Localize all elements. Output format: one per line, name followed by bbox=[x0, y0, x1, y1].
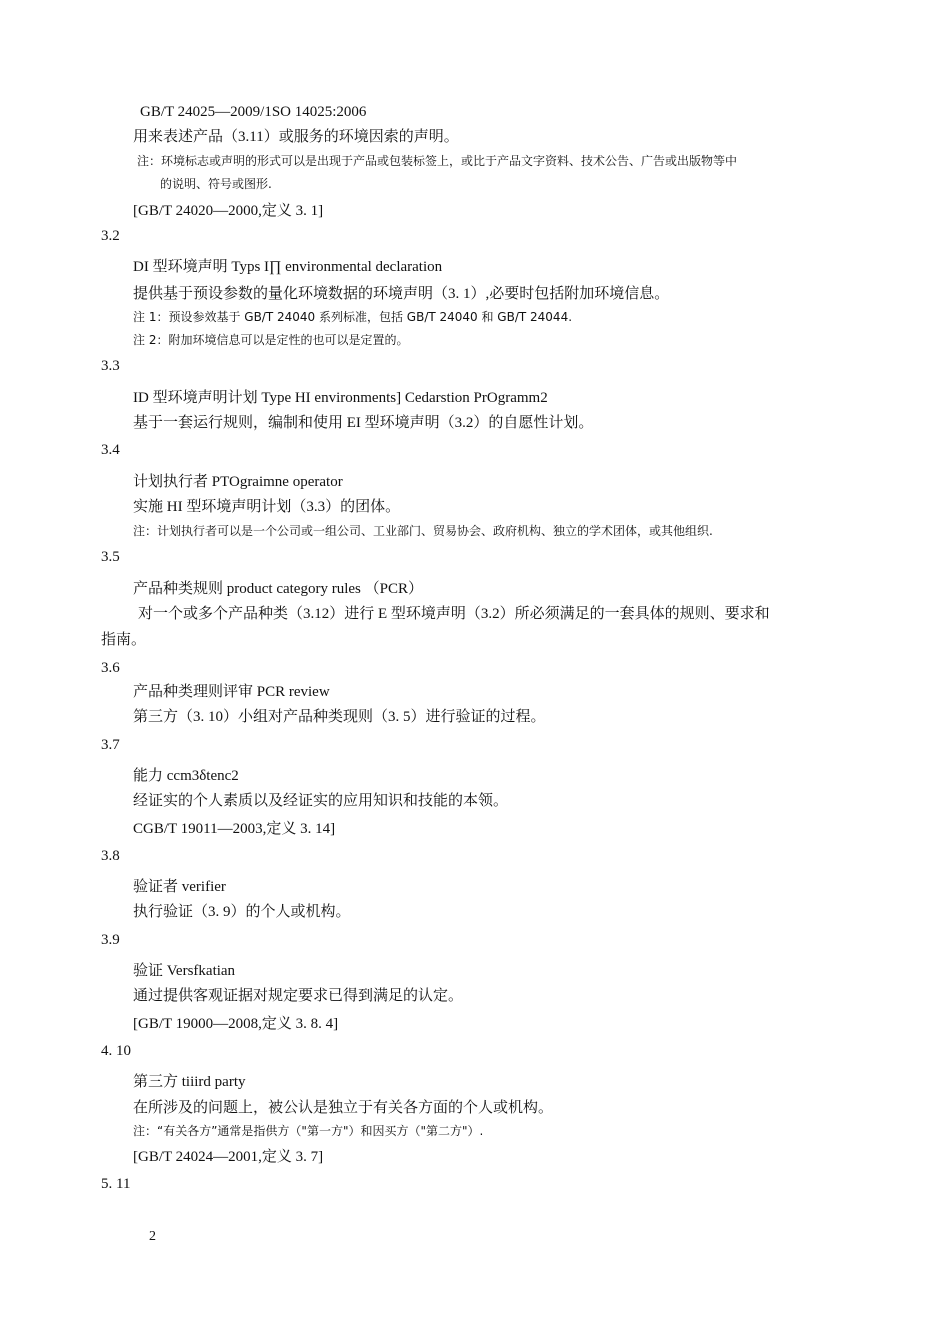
definition-text: 经证实的个人素质以及经证实的应用知识和技能的本领。 bbox=[133, 793, 509, 809]
definition-text: 基于一套运行规则，编制和使用 EI 型环境声明（3.2）的自愿性计划。 bbox=[133, 415, 594, 431]
definition-text: 对一个或多个产品种类（3.12）进行 E 型环境声明（3.2）所必须满足的一套具体的规则、要求和 bbox=[138, 606, 770, 622]
clause-number: 3.2 bbox=[101, 228, 120, 244]
clause-number: 3.7 bbox=[101, 737, 120, 753]
note-text: 注：“有关各方”通常是指供方（"第一方"）和因买方（"第二方"）. bbox=[133, 1124, 484, 1138]
term-title: DI 型环境声明 Typs I∏ environmental declaration bbox=[133, 259, 443, 275]
clause-number: 3.6 bbox=[101, 660, 120, 676]
definition-text: 提供基于预设参数的量化环境数据的环境声明（3. 1）,必要时包括附加环境信息。 bbox=[133, 286, 670, 302]
page-number: 2 bbox=[149, 1229, 156, 1244]
term-title: 产品种类理则评审 PCR review bbox=[133, 684, 330, 700]
standard-code: GB/T 24025—2009/1SO 14025:2006 bbox=[140, 104, 367, 120]
term-title: 产品种类规则 product category rules （PCR） bbox=[133, 581, 423, 597]
definition-text: 执行验证（3. 9）的个人或机构。 bbox=[133, 904, 351, 920]
term-title: 能力 ccm3δtenc2 bbox=[133, 768, 239, 784]
clause-number: 3.8 bbox=[101, 848, 120, 864]
term-title: 验证者 verifier bbox=[133, 879, 226, 895]
source-reference: CGB/T 19011—2003,定义 3. 14] bbox=[133, 821, 336, 837]
source-reference: [GB/T 19000—2008,定义 3. 8. 4] bbox=[133, 1016, 339, 1032]
clause-number: 3.4 bbox=[101, 442, 120, 458]
term-title: 计划执行者 PTOgraimne operator bbox=[133, 474, 343, 490]
note-text: 注 2：附加环境信息可以是定性的也可以是定置的。 bbox=[133, 333, 409, 347]
definition-text: 通过提供客观证据对规定要求已得到满足的认定。 bbox=[133, 988, 464, 1004]
definition-text: 用来表述产品（3.11）或服务的环境因索的声明。 bbox=[133, 129, 459, 145]
note-text: 注 1：预设参效基于 GB/T 24040 系列标准，包括 GB/T 24040 和 GB/T 24044. bbox=[133, 310, 573, 324]
source-reference: [GB/T 24020—2000,定义 3. 1] bbox=[133, 203, 324, 219]
term-title: ID 型环境声明计划 Type HI environments] Cedarstion PrOgramm2 bbox=[133, 390, 548, 406]
clause-number: 4. 10 bbox=[101, 1043, 131, 1059]
note-text-continued: 的说明、符号或图形. bbox=[160, 177, 272, 191]
definition-text: 在所涉及的问题上，被公认是独立于有关各方面的个人或机构。 bbox=[133, 1100, 554, 1116]
clause-number: 3.9 bbox=[101, 932, 120, 948]
note-text: 注：计划执行者可以是一个公司或一组公司、工业部门、贸易协会、政府机构、独立的学术团体，或其他组织. bbox=[133, 524, 713, 538]
clause-number: 3.5 bbox=[101, 549, 120, 565]
definition-text: 实施 HI 型环境声明计划（3.3）的团体。 bbox=[133, 499, 401, 515]
definition-text-continued: 指南。 bbox=[101, 632, 147, 648]
clause-number: 3.3 bbox=[101, 358, 120, 374]
term-title: 第三方 tiiird party bbox=[133, 1074, 246, 1090]
note-text: 注：环境标志或声明的形式可以是出现于产品或包装标签上，或比于产品文字资料、技术公告、广告或出版物等中 bbox=[137, 154, 738, 168]
term-title: 验证 Versfkatian bbox=[133, 963, 236, 979]
definition-text: 第三方（3. 10）小组对产品种类现则（3. 5）进行验证的过程。 bbox=[133, 709, 546, 725]
source-reference: [GB/T 24024—2001,定义 3. 7] bbox=[133, 1149, 324, 1165]
clause-number: 5. 11 bbox=[101, 1176, 131, 1192]
